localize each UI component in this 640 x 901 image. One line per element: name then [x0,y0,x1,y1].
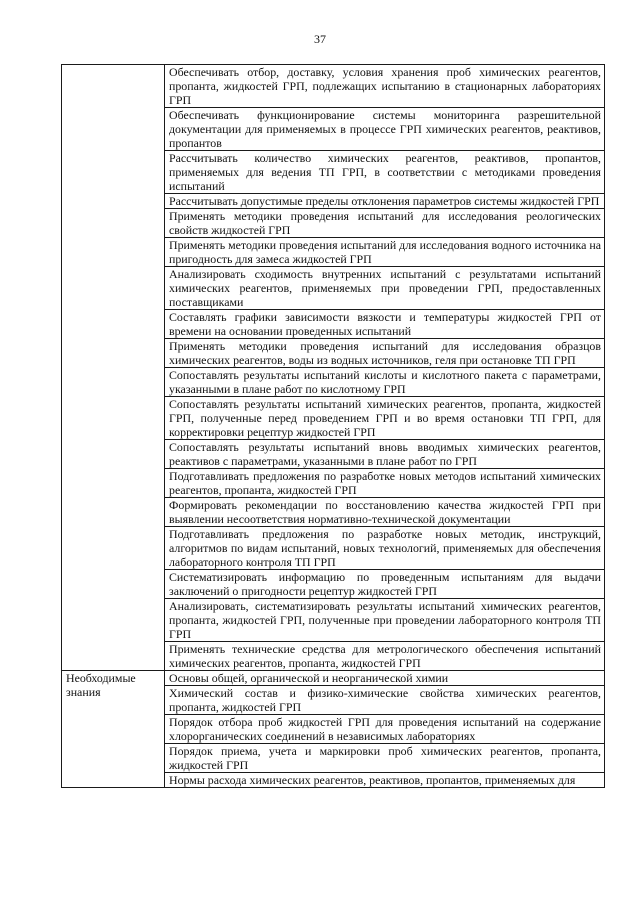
skill-item: Обеспечивать функционирование системы мониторинга разрешительной документации для применяемых в процессе ГРП химических реагентов, реактивов, пропантов [165,108,605,151]
knowledge-item: Порядок приема, учета и маркировки проб химических реагентов, пропанта, жидкостей ГРП [165,744,605,773]
skill-item: Подготавливать предложения по разработке новых методик, инструкций, алгоритмов по видам испытаний, новых технологий, применяемых для обеспечения лабораторного контроля ТП ГРП [165,527,605,570]
knowledge-item: Нормы расхода химических реагентов, реактивов, пропантов, применяемых для [165,773,605,788]
skill-item: Применять методики проведения испытаний для исследования водного источника на пригодность для замеса жидкостей ГРП [165,238,605,267]
skill-item: Систематизировать информацию по проведенным испытаниям для выдачи заключений о пригодности рецептур жидкостей ГРП [165,570,605,599]
skill-item: Обеспечивать отбор, доставку, условия хранения проб химических реагентов, пропанта, жидкостей ГРП, подлежащих испытанию в стационарных лабораториях ГРП [165,65,605,108]
knowledge-label-line: Необходимые [66,671,136,685]
table-row [62,671,605,686]
knowledge-item: Порядок отбора проб жидкостей ГРП для проведения испытаний на содержание хлорорганических соединений в независимых лабораториях [165,715,605,744]
skill-item: Анализировать, систематизировать результаты испытаний химических реагентов, пропанта, жидкостей ГРП, полученные при проведении лабораторного контроля ТП ГРП [165,599,605,642]
skill-item: Подготавливать предложения по разработке новых методов испытаний химических реагентов, пропанта, жидкостей ГРП [165,469,605,498]
skill-item: Составлять графики зависимости вязкости и температуры жидкостей ГРП от времени на основании проведенных испытаний [165,310,605,339]
skill-item: Сопоставлять результаты испытаний химических реагентов, пропанта, жидкостей ГРП, полученные перед проведением ГРП и во время остановки ТП ГРП, для корректировки рецептур жидкостей ГРП [165,397,605,440]
skill-item: Применять методики проведения испытаний для исследования образцов химических реагентов, воды из водных источников, геля при остановке ТП ГРП [165,339,605,368]
knowledge-label-cell [62,671,165,788]
skill-item: Рассчитывать количество химических реагентов, реактивов, пропантов, применяемых для ведения ТП ГРП, в соответствии с методиками проведения испытаний [165,151,605,194]
knowledge-label-line: знания [66,685,101,699]
skill-item: Рассчитывать допустимые пределы отклонения параметров системы жидкостей ГРП [165,194,605,209]
skill-item: Формировать рекомендации по восстановлению качества жидкостей ГРП при выявлении несоответствия нормативно-технической документации [165,498,605,527]
page-number: 37 [314,32,326,46]
skill-item: Применять технические средства для метрологического обеспечения испытаний химических реагентов, пропанта, жидкостей ГРП [165,642,605,671]
competency-table [61,64,605,788]
knowledge-item: Основы общей, органической и неорганической химии [165,671,605,686]
skills-label-cell [62,65,165,671]
knowledge-item: Химический состав и физико-химические свойства химических реагентов, пропанта, жидкостей ГРП [165,686,605,715]
skill-item: Анализировать сходимость внутренних испытаний с результатами испытаний химических реагентов, применяемых при проведении ГРП, предоставленных поставщиками [165,267,605,310]
skill-item: Сопоставлять результаты испытаний кислоты и кислотного пакета с параметрами, указанными в плане работ по кислотному ГРП [165,368,605,397]
skill-item: Применять методики проведения испытаний для исследования реологических свойств жидкостей ГРП [165,209,605,238]
table-row [62,65,605,108]
skill-item: Сопоставлять результаты испытаний вновь вводимых химических реагентов, реактивов с параметрами, указанными в плане работ по ГРП [165,440,605,469]
